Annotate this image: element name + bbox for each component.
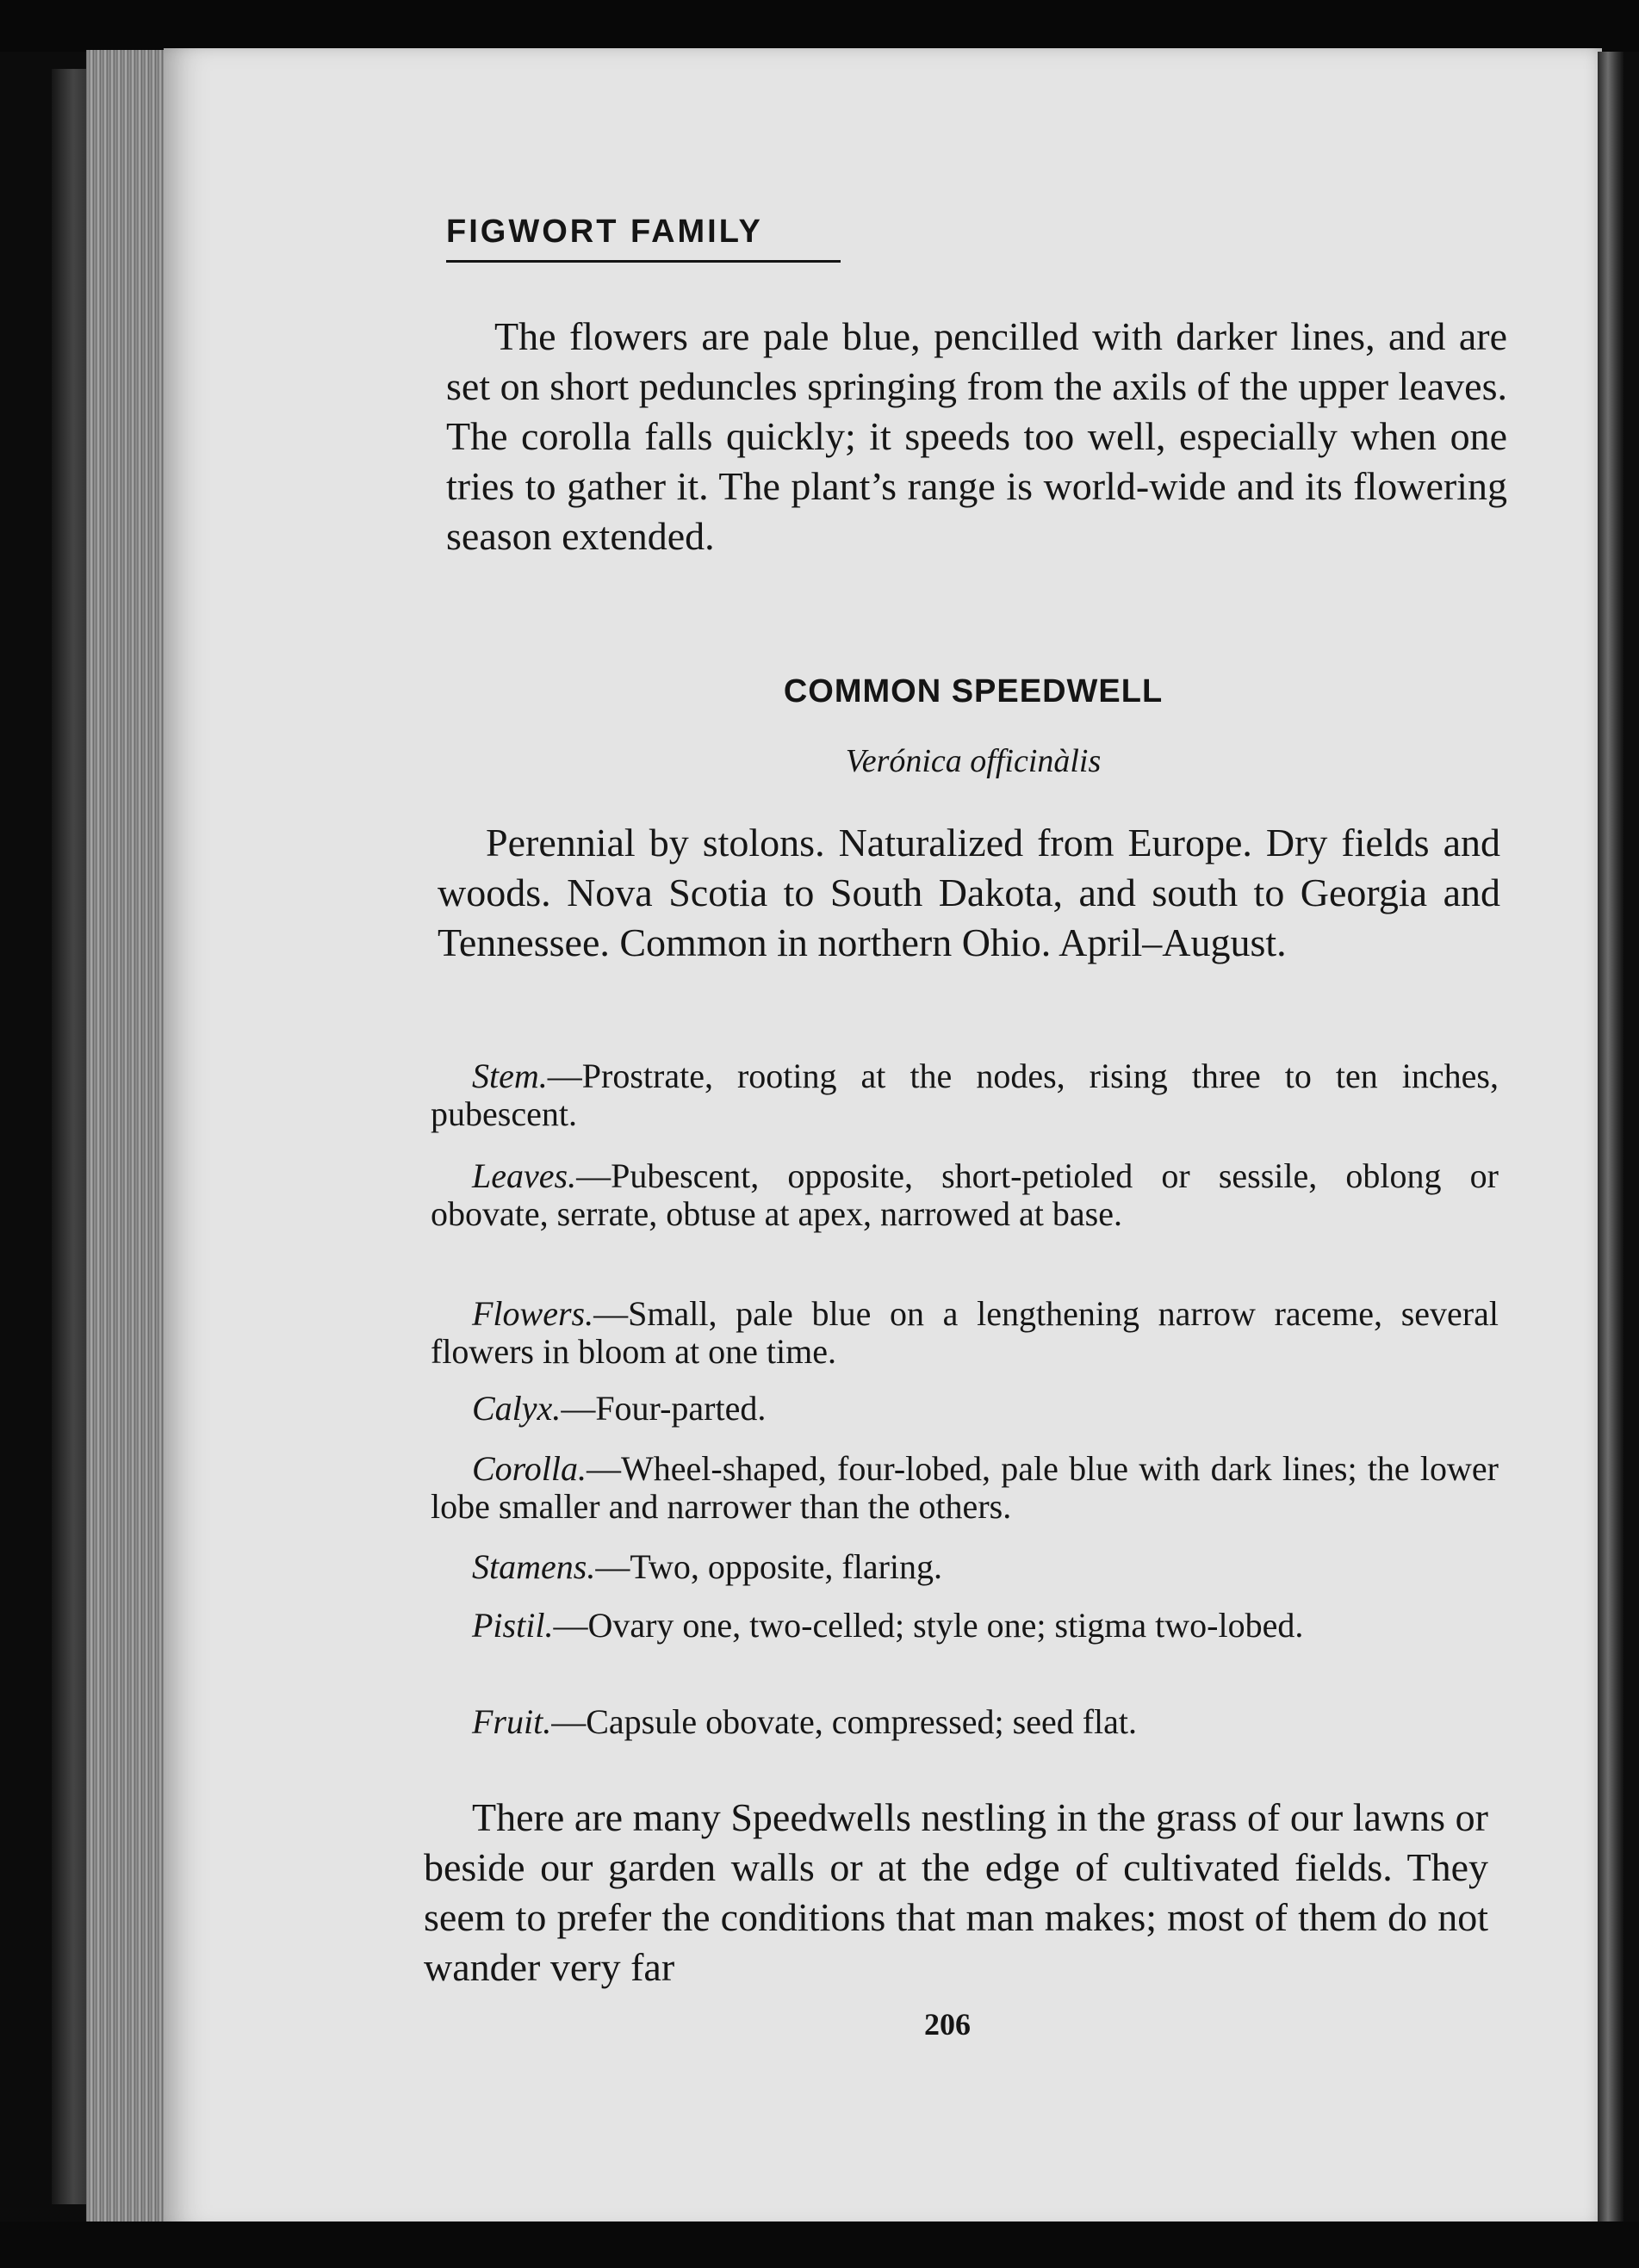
- closing-paragraph: There are many Speedwells nestling in the grass of our lawns or beside our garden walls or at the edge of cultivated fields. They seem to prefer the conditions that man makes; most of them do not wander very far: [424, 1795, 1488, 1989]
- species-common-name: COMMON SPEEDWELL: [783, 673, 1164, 710]
- description-entry: [431, 1157, 1499, 1233]
- entry-text: —Two, opposite, flaring.: [595, 1547, 943, 1586]
- description-entry: [431, 1295, 1499, 1371]
- description-entry: [431, 1390, 1499, 1428]
- entry-text: —Ovary one, two-celled; style one; stigma two-lobed.: [553, 1606, 1304, 1645]
- habitat-paragraph: Perennial by stolons. Naturalized from Europe. Dry fields and woods. Nova Scotia to South Dakota, and south to Georgia and Tennessee. Common in northern Ohio. April–August.: [438, 821, 1500, 964]
- description-entry: [431, 1703, 1499, 1741]
- book-right-edge: [1598, 52, 1623, 2226]
- species-latin-name: Verónica officinàlis: [845, 743, 1102, 779]
- page-number: 206: [924, 2007, 971, 2042]
- entry-text: —Pubescent, opposite, short-petioled or sessile, oblong or obovate, serrate, obtuse at apex, narrowed at base.: [431, 1156, 1499, 1233]
- entry-label: Leaves.: [472, 1156, 577, 1195]
- entry-label: Fruit.: [472, 1702, 552, 1741]
- entry-text: —Wheel-shaped, four-lobed, pale blue with dark lines; the lower lobe smaller and narrower than the others.: [431, 1449, 1499, 1526]
- entry-label: Calyx.: [472, 1389, 562, 1428]
- description-entry: [431, 1607, 1499, 1645]
- description-entry: [431, 1548, 1499, 1586]
- scan-border-bottom: [0, 2222, 1639, 2268]
- entry-label: Stamens.: [472, 1547, 596, 1586]
- scan-border-top: [0, 0, 1639, 52]
- description-entry: [431, 1057, 1499, 1133]
- entry-text: —Prostrate, rooting at the nodes, rising three to ten inches, pubescent.: [431, 1057, 1499, 1133]
- entry-label: Stem.: [472, 1057, 548, 1095]
- description-entry: [431, 1450, 1499, 1526]
- entry-text: —Small, pale blue on a lengthening narrow raceme, several flowers in bloom at one time.: [431, 1294, 1499, 1371]
- intro-paragraph: The flowers are pale blue, pencilled with darker lines, and are set on short peduncles springing from the axils of the upper leaves. The corolla falls quickly; it speeds too well, especially when one tries to gather it. The plant’s range is world-wide and its flowering season extended.: [446, 314, 1507, 558]
- entry-text: —Capsule obovate, compressed; seed flat.: [551, 1702, 1138, 1741]
- entry-label: Flowers.: [472, 1294, 594, 1333]
- running-head-rule: [446, 260, 841, 263]
- running-head: FIGWORT FAMILY: [446, 214, 763, 250]
- entry-label: Pistil.: [472, 1606, 554, 1645]
- entry-label: Corolla.: [472, 1449, 587, 1488]
- entry-text: —Four-parted.: [561, 1389, 767, 1428]
